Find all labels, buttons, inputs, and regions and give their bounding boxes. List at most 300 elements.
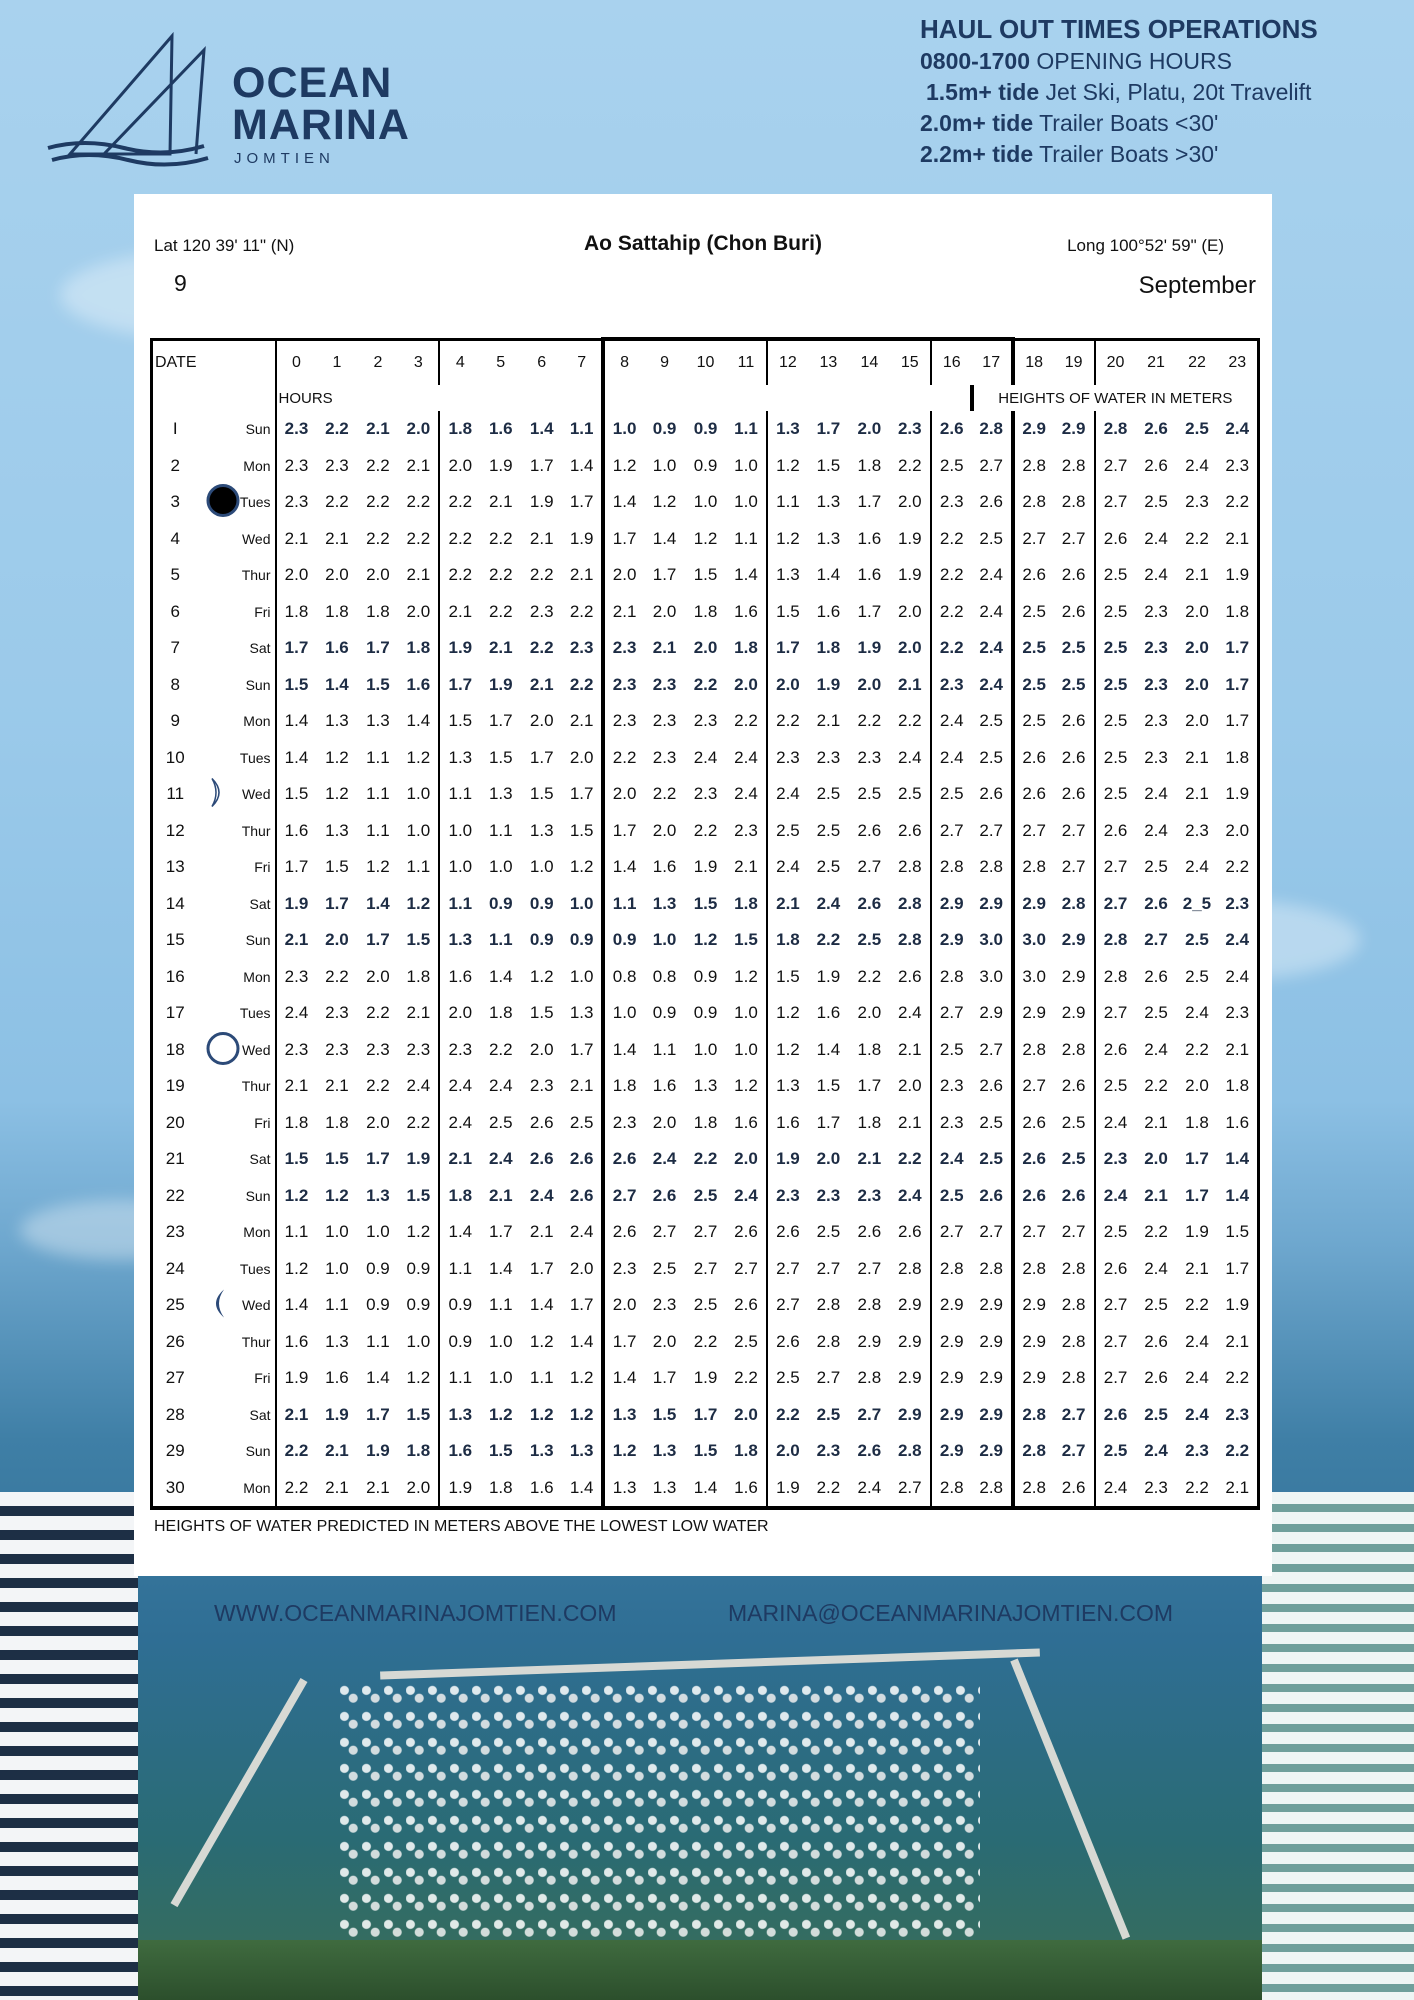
day-label: Wed (241, 786, 271, 803)
table-row (152, 1141, 1259, 1178)
hour-header: 10 (685, 339, 726, 385)
date-cell: 26 (165, 1331, 185, 1351)
height-cell: 2.5 (1095, 776, 1136, 813)
height-cell: 2.6 (1144, 419, 1168, 439)
height-cell: 1.8 (693, 1112, 718, 1132)
height-cell: 2.3 (857, 1185, 882, 1205)
height-cell: 1.4 (562, 1470, 603, 1509)
height-cell: 0.9 (693, 455, 718, 475)
table-row (152, 959, 1259, 996)
height-cell: 2.6 (1061, 711, 1086, 731)
table-row (152, 1397, 1259, 1434)
height-cell: 2.1 (325, 1441, 349, 1461)
marina-boats (340, 1680, 980, 1940)
height-cell: 2.9 (931, 886, 972, 923)
height-cell: 2.3 (652, 747, 677, 767)
hour-header: 11 (726, 339, 767, 385)
date-cell: 30 (152, 1470, 198, 1509)
height-cell: 2.1 (325, 528, 349, 548)
day-cell (198, 886, 276, 923)
height-cell: 2.5 (816, 784, 841, 804)
height-cell: 1.3 (816, 528, 841, 548)
last-quarter-moon-icon (206, 1287, 230, 1324)
height-cell: 2.5 (931, 1178, 972, 1215)
height-cell: 2.5 (652, 1258, 677, 1278)
height-cell: 2.2 (325, 419, 349, 439)
height-cell: 2.6 (1013, 740, 1054, 777)
height-cell: 2.6 (897, 966, 922, 986)
height-cell: 1.0 (366, 1222, 390, 1242)
height-cell: 2.8 (972, 1251, 1013, 1288)
height-cell: 2.5 (857, 930, 882, 950)
height-cell: 1.7 (1225, 674, 1250, 694)
height-cell: 2.8 (1061, 1331, 1086, 1351)
height-cell: 2.9 (1013, 995, 1054, 1032)
day-label: Tues (239, 1260, 271, 1277)
day-cell (198, 448, 276, 485)
height-cell: 2.7 (1013, 521, 1054, 558)
height-cell: 2.2 (1185, 1295, 1209, 1315)
height-cell: 2.1 (406, 565, 431, 585)
height-cell: 1.2 (652, 492, 677, 512)
height-cell: 1.4 (569, 455, 594, 475)
height-cell: 2.6 (652, 1185, 677, 1205)
height-cell: 1.7 (857, 601, 882, 621)
height-cell: 2.3 (1144, 711, 1168, 731)
height-cell: 1.8 (284, 601, 309, 621)
height-cell: 2.0 (1225, 820, 1250, 840)
height-cell: 2.6 (1144, 455, 1168, 475)
height-cell: 2.4 (439, 1068, 480, 1105)
height-cell: 2.3 (1225, 1404, 1250, 1424)
day-cell (198, 557, 276, 594)
height-cell: 2.6 (603, 1214, 644, 1251)
height-cell: 1.9 (857, 638, 882, 658)
height-cell: 1.1 (529, 1368, 554, 1388)
height-cell: 2.6 (1013, 557, 1054, 594)
table-row (152, 448, 1259, 485)
height-cell: 1.9 (488, 455, 513, 475)
day-cell (198, 959, 276, 996)
height-cell: 2.2 (529, 638, 554, 658)
height-cell: 2.7 (972, 813, 1013, 850)
height-cell: 2.0 (439, 448, 480, 485)
height-cell: 2.7 (1095, 886, 1136, 923)
height-cell: 2.3 (693, 784, 718, 804)
shoreline-trees (0, 1940, 1414, 2000)
height-cell: 1.5 (325, 857, 349, 877)
height-cell: 2.4 (406, 1076, 431, 1096)
height-cell: 1.4 (1225, 1185, 1250, 1205)
height-cell: 2.2 (897, 711, 922, 731)
height-cell: 1.6 (816, 601, 841, 621)
height-cell: 2.0 (897, 638, 922, 658)
hour-header: 4 (439, 339, 480, 385)
day-cell (198, 411, 276, 448)
date-cell: 15 (165, 930, 185, 950)
height-cell: 1.6 (325, 1368, 349, 1388)
height-cell: 2.3 (1185, 1441, 1209, 1461)
height-cell: 2.7 (1061, 820, 1086, 840)
height-cell: 0.9 (488, 893, 513, 913)
height-cell: 2.4 (931, 703, 972, 740)
height-cell: 1.0 (652, 455, 677, 475)
height-cell: 1.8 (857, 455, 882, 475)
hour-header: 17 (972, 339, 1013, 385)
height-cell: 2.0 (1185, 638, 1209, 658)
date-cell: I (172, 419, 178, 439)
height-cell: 2.0 (325, 930, 349, 950)
height-cell: 1.8 (406, 1441, 431, 1461)
height-cell: 2.7 (931, 1214, 972, 1251)
height-cell: 2.2 (808, 1470, 849, 1509)
height-cell: 1.0 (439, 813, 480, 850)
height-cell: 2.2 (439, 557, 480, 594)
height-cell: 2.9 (931, 1433, 972, 1470)
height-cell: 2.5 (1095, 1068, 1136, 1105)
height-cell: 1.7 (857, 492, 882, 512)
height-cell: 1.6 (284, 820, 309, 840)
height-cell: 1.6 (284, 1331, 309, 1351)
height-cell: 1.3 (439, 1397, 480, 1434)
date-cell: 23 (165, 1222, 185, 1242)
date-cell: 17 (165, 1003, 185, 1023)
height-cell: 2.3 (325, 455, 349, 475)
height-cell: 2.4 (1185, 1368, 1209, 1388)
height-cell: 2.4 (767, 849, 808, 886)
height-cell: 1.8 (767, 922, 808, 959)
height-cell: 2.1 (1185, 565, 1209, 585)
height-cell: 2.6 (1013, 1105, 1054, 1142)
day-label: Fri (254, 1114, 271, 1131)
height-cell: 1.0 (693, 1039, 718, 1059)
date-header: DATE (152, 339, 276, 385)
haul-out-bold: 0800-1700 (920, 48, 1030, 74)
height-cell: 1.7 (529, 455, 554, 475)
height-cell: 1.3 (767, 557, 808, 594)
height-cell: 1.2 (767, 995, 808, 1032)
table-row (152, 1324, 1259, 1361)
height-cell: 2.7 (693, 1258, 718, 1278)
day-cell (198, 1105, 276, 1142)
day-label: Tues (239, 1005, 271, 1022)
email-link[interactable]: MARINA@OCEANMARINAJOMTIEN.COM (728, 1600, 1174, 1626)
height-cell: 2.9 (972, 1397, 1013, 1434)
height-cell: 2.2 (406, 528, 431, 548)
height-cell: 1.9 (693, 857, 718, 877)
height-cell: 2.8 (1013, 1470, 1054, 1509)
height-cell: 2.1 (1225, 528, 1250, 548)
table-row (152, 1105, 1259, 1142)
height-cell: 1.8 (406, 966, 431, 986)
height-cell: 2.0 (734, 674, 758, 694)
height-cell: 2.0 (652, 1331, 677, 1351)
height-cell: 2.7 (767, 1287, 808, 1324)
height-cell: 2.3 (931, 1068, 972, 1105)
table-row (152, 813, 1259, 850)
height-cell: 2.3 (1095, 1141, 1136, 1178)
height-cell: 2.1 (284, 528, 309, 548)
height-cell: 1.2 (406, 1368, 431, 1388)
height-cell: 1.7 (816, 419, 841, 439)
haul-out-line (920, 108, 1318, 139)
hour-header: 16 (931, 339, 972, 385)
height-cell: 1.7 (569, 492, 594, 512)
height-cell: 2.5 (488, 1112, 513, 1132)
height-cell: 1.3 (366, 1185, 390, 1205)
height-cell: 2.4 (1144, 820, 1168, 840)
height-cell: 1.1 (734, 419, 758, 439)
day-label: Fri (254, 859, 271, 876)
date-cell: 11 (166, 784, 185, 804)
height-cell: 2.8 (1013, 1397, 1054, 1434)
height-cell: 2.7 (734, 1258, 758, 1278)
height-cell: 2.5 (734, 1331, 758, 1351)
height-cell: 2.9 (1013, 1324, 1054, 1361)
height-cell: 2.3 (931, 484, 972, 521)
height-cell: 2.4 (931, 740, 972, 777)
day-label: Thur (241, 1078, 271, 1095)
height-cell: 2.3 (734, 820, 758, 840)
height-cell: 0.8 (652, 966, 677, 986)
height-cell: 2.4 (284, 1003, 309, 1023)
height-cell: 2.2 (897, 1149, 922, 1169)
height-cell: 2.8 (1013, 1251, 1054, 1288)
height-cell: 2.0 (366, 1112, 390, 1132)
height-cell: 1.2 (488, 1404, 513, 1424)
month-number: 9 (174, 270, 187, 296)
date-cell: 27 (165, 1368, 185, 1388)
height-cell: 1.9 (366, 1441, 390, 1461)
height-cell: 0.9 (652, 1003, 677, 1023)
height-cell: 1.4 (1225, 1149, 1250, 1169)
height-cell: 2.3 (569, 638, 594, 658)
height-cell: 2.2 (488, 1039, 513, 1059)
height-cell: 1.3 (767, 1068, 808, 1105)
height-cell: 2.8 (1013, 448, 1054, 485)
height-cell: 2.0 (406, 601, 431, 621)
date-cell: 14 (165, 893, 185, 913)
table-row (152, 594, 1259, 631)
height-cell: 2.1 (488, 1185, 513, 1205)
height-cell: 2.2 (439, 521, 480, 558)
height-cell: 1.6 (325, 638, 349, 658)
height-cell: 1.2 (693, 930, 718, 950)
height-cell: 2.4 (972, 594, 1013, 631)
day-label: Fri (254, 1370, 271, 1387)
table-row (152, 411, 1259, 448)
height-cell: 2.7 (1061, 857, 1086, 877)
height-cell: 1.8 (439, 1178, 480, 1215)
height-cell: 2.3 (1225, 893, 1250, 913)
height-cell: 0.9 (366, 1258, 390, 1278)
height-cell: 1.7 (1185, 1185, 1209, 1205)
height-cell: 2.6 (569, 1149, 594, 1169)
tide-table (150, 337, 1260, 1510)
height-cell: 2.9 (972, 886, 1013, 923)
height-cell: 1.9 (569, 528, 594, 548)
height-cell: 1.5 (816, 1076, 841, 1096)
height-cell: 1.4 (603, 849, 644, 886)
height-cell: 1.5 (693, 1441, 718, 1461)
day-label: Sat (249, 640, 271, 657)
height-cell: 2.8 (816, 1295, 841, 1315)
height-cell: 2.9 (897, 1295, 922, 1315)
height-cell: 2.8 (816, 1331, 841, 1351)
height-cell: 2.0 (652, 601, 677, 621)
height-cell: 2.8 (972, 1470, 1013, 1509)
date-cell: 20 (165, 1112, 185, 1132)
height-cell: 2.2 (488, 528, 513, 548)
height-cell: 1.9 (897, 528, 922, 548)
height-cell: 1.0 (569, 893, 594, 913)
height-cell: 2.3 (1225, 455, 1250, 475)
height-cell: 1.2 (529, 1404, 554, 1424)
height-cell: 2.5 (1095, 630, 1136, 667)
height-cell: 1.8 (325, 601, 349, 621)
height-cell: 2.7 (603, 1178, 644, 1215)
height-cell: 2.2 (767, 1397, 808, 1434)
height-cell: 2.1 (1144, 1185, 1168, 1205)
day-cell (198, 740, 276, 777)
height-cell: 1.5 (366, 674, 390, 694)
height-cell: 1.1 (366, 784, 390, 804)
height-cell: 2.3 (529, 601, 554, 621)
height-cell: 1.3 (325, 711, 349, 731)
day-label: Mon (243, 1479, 271, 1496)
height-cell: 2.4 (734, 784, 758, 804)
units-header-row (152, 385, 1259, 411)
height-cell: 2.6 (1013, 1178, 1054, 1215)
day-cell (198, 1178, 276, 1215)
height-cell: 2.2 (693, 1149, 718, 1169)
height-cell: 2.2 (1225, 492, 1250, 512)
height-cell: 2.4 (931, 1141, 972, 1178)
height-cell: 2.1 (366, 419, 390, 439)
height-cell: 1.3 (325, 1331, 349, 1351)
height-cell: 2.5 (816, 820, 841, 840)
brand-name-line1: OCEAN (232, 59, 393, 107)
haul-out-bold: 2.2m+ tide (920, 141, 1034, 167)
table-row (152, 484, 1259, 521)
height-cell: 1.0 (488, 1368, 513, 1388)
height-cell: 2.6 (569, 1185, 594, 1205)
marina-breakwater (171, 1678, 308, 1907)
height-cell: 1.9 (1225, 1295, 1250, 1315)
height-cell: 1.8 (480, 1470, 521, 1509)
height-cell: 2.3 (284, 455, 309, 475)
height-cell: 1.9 (406, 1149, 431, 1169)
date-cell: 29 (165, 1441, 185, 1461)
height-cell: 1.0 (406, 1331, 431, 1351)
height-cell: 2.1 (1225, 1039, 1250, 1059)
height-cell: 1.9 (816, 674, 841, 694)
height-cell: 2.9 (1061, 930, 1086, 950)
date-cell: 2 (170, 455, 180, 475)
day-label: Thur (241, 1333, 271, 1350)
height-cell: 2.7 (652, 1222, 677, 1242)
height-cell: 2.5 (1144, 1295, 1168, 1315)
height-cell: 1.2 (693, 528, 718, 548)
height-cell: 2.3 (284, 492, 309, 512)
day-cell (198, 1360, 276, 1397)
full-moon-icon (206, 1031, 240, 1068)
day-label: Tues (239, 749, 271, 766)
height-cell: 2.2 (366, 528, 390, 548)
height-cell: 1.2 (767, 521, 808, 558)
height-cell: 2.4 (439, 1105, 480, 1142)
height-cell: 2.5 (931, 776, 972, 813)
height-cell: 1.8 (284, 1112, 309, 1132)
date-cell: 8 (170, 674, 180, 694)
height-cell: 1.7 (652, 565, 677, 585)
height-cell: 2.1 (529, 674, 554, 694)
day-cell (198, 849, 276, 886)
new-moon-icon (206, 484, 240, 521)
height-cell: 2.4 (734, 1185, 758, 1205)
height-cell: 1.1 (439, 886, 480, 923)
date-cell: 13 (165, 857, 185, 877)
height-cell: 2.5 (1095, 594, 1136, 631)
height-cell: 2.2 (1225, 857, 1250, 877)
height-cell: 1.4 (488, 966, 513, 986)
website-link[interactable]: WWW.OCEANMARINAJOMTIEN.COM (214, 1600, 617, 1626)
height-cell: 2.2 (1144, 1222, 1168, 1242)
height-cell: 1.7 (366, 1404, 390, 1424)
height-cell: 2.1 (603, 594, 644, 631)
height-cell: 1.7 (488, 1222, 513, 1242)
hour-header: 12 (767, 339, 808, 385)
height-cell: 1.2 (325, 1185, 349, 1205)
height-cell: 1.4 (529, 419, 554, 439)
height-cell: 2.5 (693, 1185, 718, 1205)
height-cell: 1.3 (529, 1441, 554, 1461)
height-cell: 1.7 (325, 893, 349, 913)
height-cell: 2.7 (972, 1032, 1013, 1069)
height-cell: 1.3 (569, 1441, 594, 1461)
table-row (152, 922, 1259, 959)
height-cell: 1.3 (652, 1441, 677, 1461)
date-cell: 9 (170, 711, 180, 731)
height-cell: 2.2 (931, 630, 972, 667)
height-cell: 2.7 (1061, 1222, 1086, 1242)
height-cell: 1.5 (816, 455, 841, 475)
haul-out-text: OPENING HOURS (1030, 48, 1232, 74)
height-cell: 2.4 (1225, 966, 1250, 986)
height-cell: 2.1 (897, 1112, 922, 1132)
height-cell: 2.9 (1013, 411, 1054, 448)
height-cell: 2.9 (1061, 419, 1086, 439)
date-cell: 7 (170, 638, 180, 658)
height-cell: 2.4 (1095, 1105, 1136, 1142)
height-cell: 1.9 (439, 1470, 480, 1509)
height-cell: 1.5 (488, 747, 513, 767)
height-cell: 1.0 (488, 1331, 513, 1351)
height-cell: 2.2 (439, 484, 480, 521)
height-cell: 2.3 (897, 419, 922, 439)
haul-out-line (920, 46, 1318, 77)
height-cell: 2.8 (1013, 1032, 1054, 1069)
hour-header: 14 (849, 339, 890, 385)
height-cell: 1.3 (603, 1397, 644, 1434)
height-cell: 2.0 (1185, 601, 1209, 621)
height-cell: 2.5 (1144, 857, 1168, 877)
height-cell: 2.1 (488, 492, 513, 512)
height-cell: 0.9 (439, 1287, 480, 1324)
height-cell: 1.1 (366, 747, 390, 767)
height-cell: 1.1 (488, 1295, 513, 1315)
hour-header: 20 (1095, 339, 1136, 385)
